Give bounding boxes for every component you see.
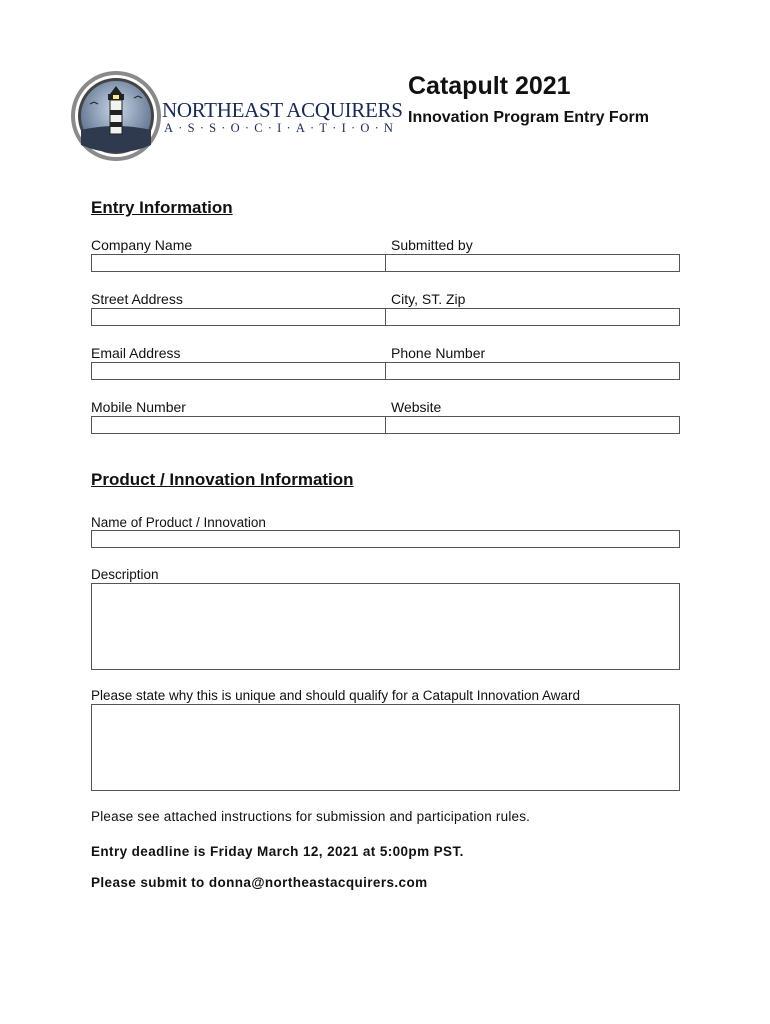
phone-number-field[interactable]	[385, 362, 680, 380]
description-label: Description	[91, 567, 159, 582]
street-address-field[interactable]	[91, 308, 386, 326]
association-logo	[70, 70, 403, 162]
form-subtitle: Innovation Program Entry Form	[408, 109, 649, 126]
city-st-zip-field[interactable]	[385, 308, 680, 326]
email-address-label: Email Address	[91, 345, 181, 361]
submit-note: Please submit to donna@northeastacquirers.com	[91, 875, 428, 890]
product-name-field[interactable]	[91, 530, 680, 548]
phone-number-label: Phone Number	[391, 345, 486, 361]
entry-information-heading: Entry Information	[91, 198, 233, 217]
company-name-field[interactable]	[91, 254, 386, 272]
city-st-zip-label: City, ST. Zip	[391, 291, 466, 307]
mobile-number-label: Mobile Number	[91, 399, 186, 415]
instructions-note: Please see attached instructions for submission and participation rules.	[91, 809, 531, 824]
deadline-note: Entry deadline is Friday March 12, 2021 at 5:00pm PST.	[91, 844, 464, 859]
form-title: Catapult 2021	[408, 72, 571, 100]
company-name-label: Company Name	[91, 237, 193, 253]
unique-reason-textarea[interactable]	[91, 704, 680, 791]
mobile-number-field[interactable]	[91, 416, 386, 434]
website-field[interactable]	[385, 416, 680, 434]
logo-subtitle: A·S·S·O·C·I·A·T·I·O·N	[164, 121, 399, 135]
submitted-by-field[interactable]	[385, 254, 680, 272]
email-address-field[interactable]	[91, 362, 386, 380]
product-name-label: Name of Product / Innovation	[91, 515, 266, 530]
logo-name: NORTHEAST ACQUIRERS	[162, 98, 403, 122]
website-label: Website	[391, 399, 442, 415]
submitted-by-label: Submitted by	[391, 237, 473, 253]
street-address-label: Street Address	[91, 291, 183, 307]
unique-reason-label: Please state why this is unique and should qualify for a Catapult Innovation Award	[91, 688, 581, 703]
product-innovation-heading: Product / Innovation Information	[91, 470, 354, 489]
lighthouse-seal-icon	[70, 70, 162, 162]
description-textarea[interactable]	[91, 583, 680, 670]
